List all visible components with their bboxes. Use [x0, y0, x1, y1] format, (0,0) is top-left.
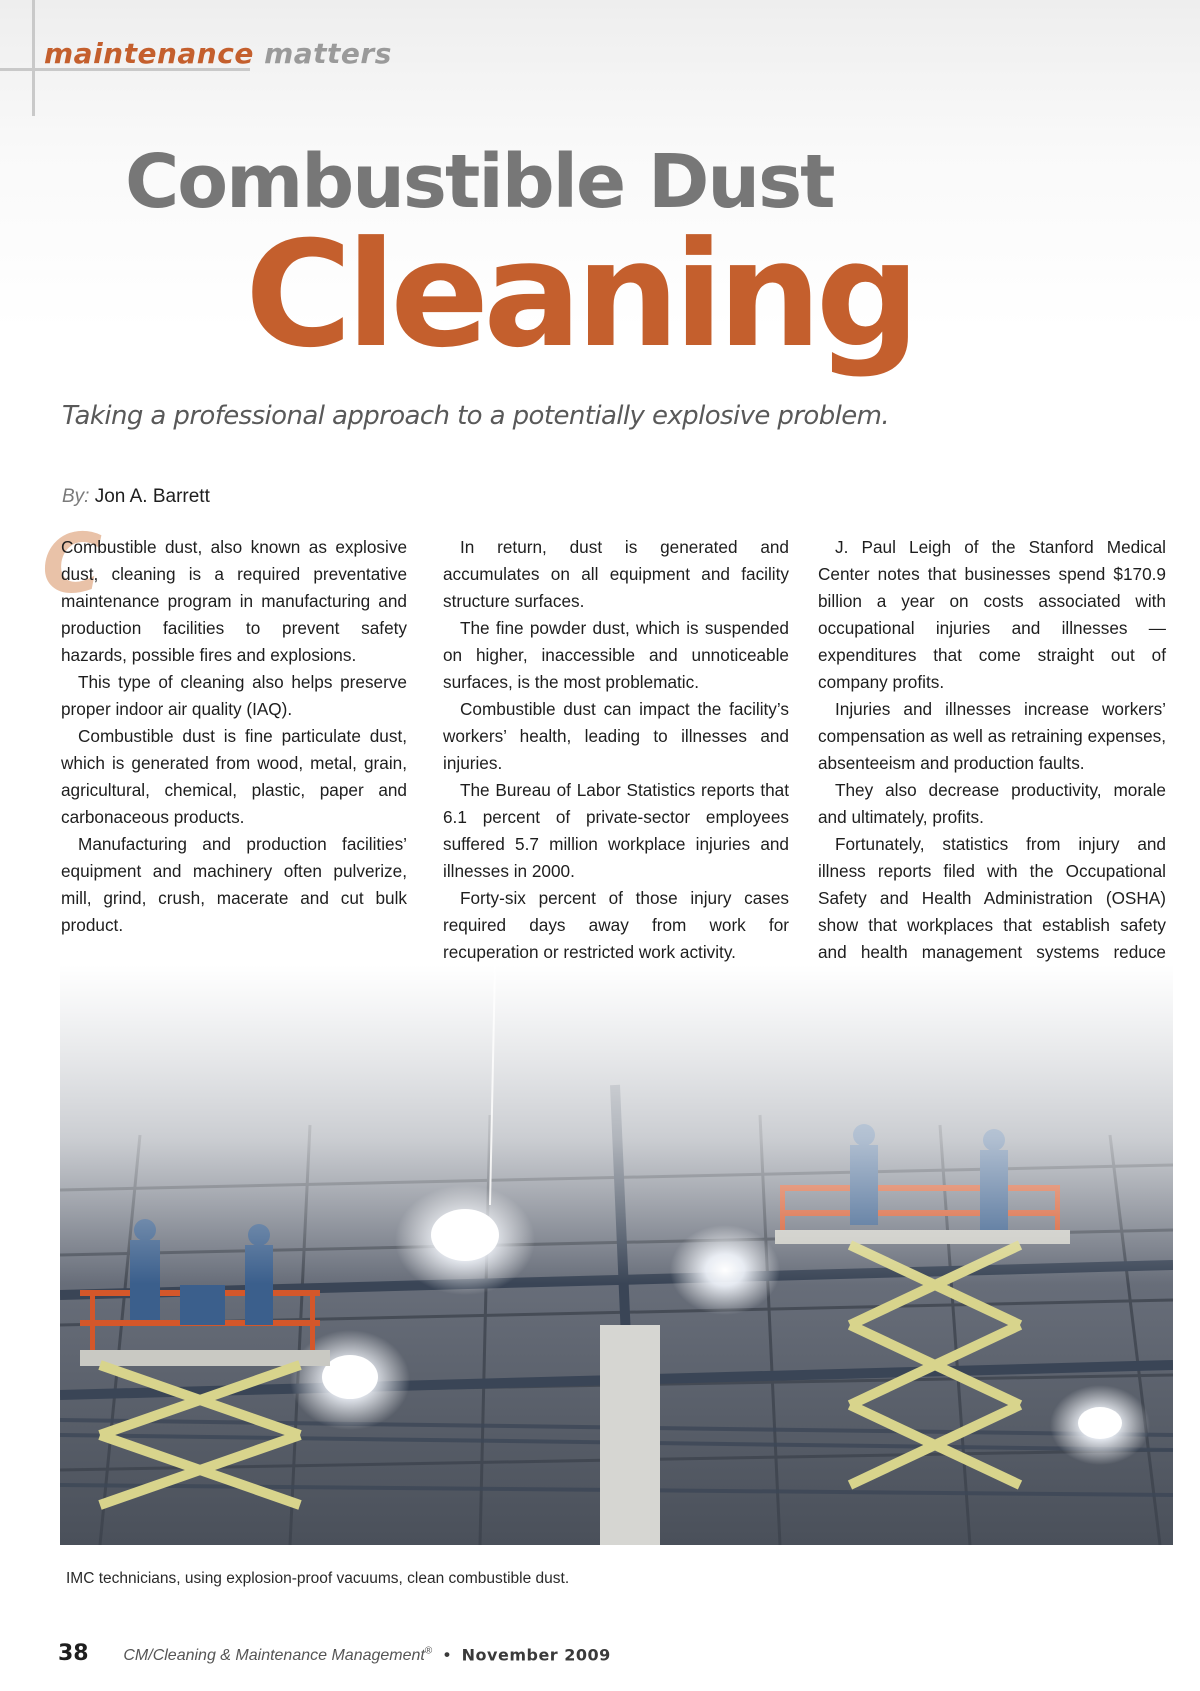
paragraph: They also decrease productivity, morale and ultimately, profits. [818, 780, 1166, 827]
page-footer [58, 1638, 611, 1670]
paragraph: Combustible dust, also known as explosive dust, cleaning is a required preventative maintenance program in manufacturing and production facilities to prevent safety hazards, possible fires and explosions. [61, 537, 407, 665]
byline [62, 484, 210, 510]
photo-caption: IMC technicians, using explosion-proof vacuums, clean combustible dust. [66, 1570, 570, 1587]
article-subtitle: Taking a professional approach to a potentially explosive problem. [62, 401, 890, 431]
article-title-line2: Cleaning [245, 210, 915, 380]
section-tag-secondary: matters [264, 37, 392, 70]
paragraph: Injuries and illnesses increase workers’ compensation as well as retraining expenses, absenteeism and production faults. [818, 699, 1166, 773]
footer-separator: • [443, 1645, 450, 1665]
issue-date: November 2009 [461, 1645, 611, 1665]
drop-cap: C [42, 517, 103, 612]
paragraph: The fine powder dust, which is suspended on higher, inaccessible and unnoticeable surfaces, is the most problematic. [443, 618, 789, 692]
paragraph: J. Paul Leigh of the Stanford Medical Center notes that businesses spend $170.9 billion a year on costs associated with occupational injuries and illnesses — expenditures that come straight out of company profits. [818, 537, 1166, 692]
article-title-line1: Combustible Dust [125, 139, 834, 225]
article-photo [60, 965, 1173, 1545]
byline-author: Jon A. Barrett [94, 486, 210, 507]
paragraph: The Bureau of Labor Statistics reports that 6.1 percent of private-sector employees suffered 5.7 million workplace injuries and illnesses in 2000. [443, 780, 789, 881]
paragraph: Manufacturing and production facilities’ equipment and machinery often pulverize, mill, grind, crush, macerate and cut bulk product. [61, 834, 407, 935]
paragraph: Fortunately, statistics from injury and illness reports filed with the Occupational Safety and Health Administration (OSHA) show that workplaces that establish safety and health management systems reduce [818, 834, 1166, 962]
byline-label: By: [62, 486, 90, 507]
body-column-1 [61, 534, 407, 939]
corner-rule-vertical [32, 0, 35, 116]
paragraph: This type of cleaning also helps preserve proper indoor air quality (IAQ). [61, 672, 407, 719]
paragraph: Combustible dust is fine particulate dust, which is generated from wood, metal, grain, agricultural, chemical, plastic, paper and carbonaceous products. [61, 726, 407, 827]
paragraph: Combustible dust can impact the facility’s workers’ health, leading to illnesses and injuries. [443, 699, 789, 773]
page-number: 38 [58, 1641, 89, 1667]
section-tag-primary: maintenance [44, 37, 254, 70]
paragraph: In return, dust is generated and accumulates on all equipment and facility structure surfaces. [443, 537, 789, 611]
registered-mark: ® [424, 1646, 433, 1657]
warehouse-ceiling-illustration [60, 965, 1173, 1545]
body-column-3 [818, 534, 1166, 966]
paragraph: Forty-six percent of those injury cases required days away from work for recuperation or restricted work activity. [443, 888, 789, 962]
publication-title: CM/Cleaning & Maintenance Management [123, 1647, 425, 1665]
body-column-2 [443, 534, 789, 966]
section-tag [44, 34, 392, 74]
publication-name [123, 1647, 432, 1664]
